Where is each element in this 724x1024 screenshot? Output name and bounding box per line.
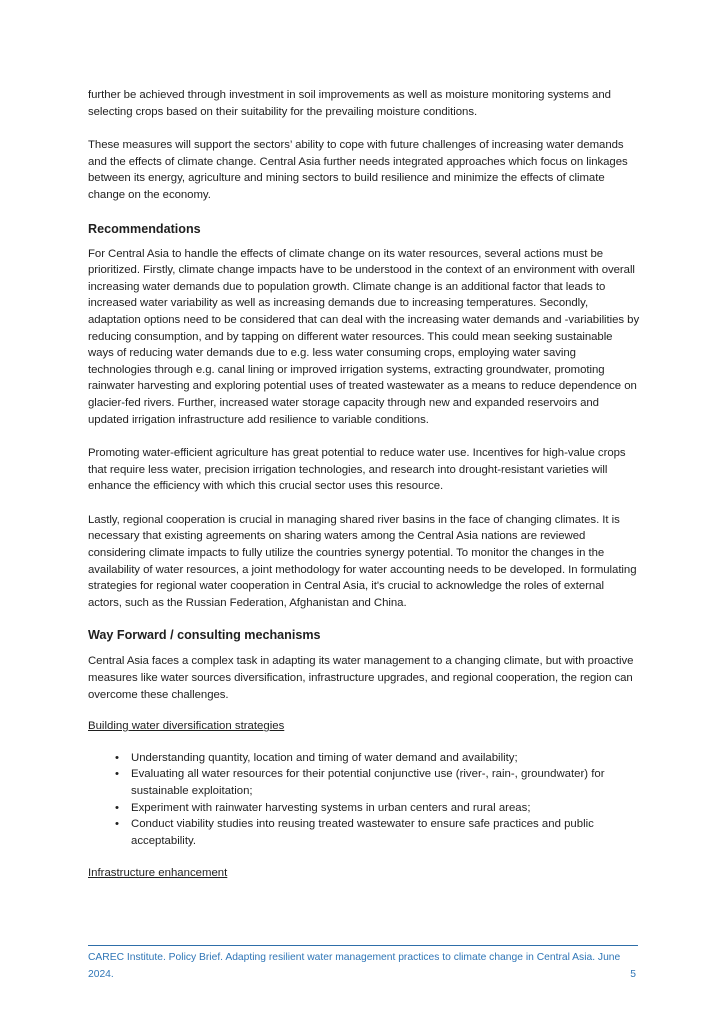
bullet-glyph: •: [115, 768, 119, 781]
page-footer: [88, 945, 638, 984]
list-item-text: Experiment with rainwater harvesting systems in urban centers and rural areas;: [131, 801, 531, 814]
list-item: [88, 750, 640, 767]
paragraph-complex-task: Central Asia faces a complex task in adapting its water management to a changing climate, but with proactive measures like water sources diversification, infrastructure upgrades, and regional cooperation, the region can overcome these challenges.: [88, 655, 634, 701]
paragraph-prioritized-actions: For Central Asia to handle the effects of climate change on its water resources, several actions must be prioritized. Firstly, climate change impacts have to be understood in the context of an environment with overall increasing water demands due to population growth. Climate change is an additional factor that leads to increased water variability as well as increasing demands due to increasing temperatures. Secondly, adaptation options need to be considered that can deal with the increasing water demands and -variabilities by reducing consumption, and by tapping on different water resources. This could mean seeking sustainable ways of reducing water demands due to e.g. less water consuming crops, employing water saving technologies through e.g. canal lining or improved irrigation systems, extracting groundwater, promoting rainwater harvesting and exploring potential uses of treated wastewater as a means to reduce dependence on glacier-fed rivers. Further, increased water storage capacity through new and expanded reservoirs and updated irrigation infrastructure add resilience to variable conditions.: [88, 247, 640, 426]
list-item-text: Evaluating all water resources for their potential conjunctive use (river-, rain-, groundwater) for sustainable exploitation;: [131, 768, 605, 797]
list-item: [88, 766, 640, 799]
list-item-text: Conduct viability studies into reusing treated wastewater to ensure safe practices and public acceptability.: [131, 818, 594, 847]
paragraph-soil-moisture: further be achieved through investment in soil improvements as well as moisture monitoring systems and selecting crops based on their suitability for the prevailing moisture conditions.: [88, 89, 611, 118]
heading-recommendations: Recommendations: [88, 221, 201, 236]
heading-way-forward: Way Forward / consulting mechanisms: [88, 628, 321, 643]
document-body: [88, 87, 640, 882]
bullet-list-diversification: [88, 750, 640, 850]
paragraph-water-efficient-agriculture: Promoting water-efficient agriculture has great potential to reduce water use. Incentives for high-value crops that require less water, precision irrigation technologies, and research into drought-resistant varieties will enhance the efficiency with which this crucial sector uses this resource.: [88, 447, 626, 493]
page-number: 5: [630, 968, 636, 980]
list-item: [88, 800, 640, 817]
list-item: [88, 816, 640, 849]
bullet-glyph: •: [115, 801, 119, 814]
list-item-text: Understanding quantity, location and timing of water demand and availability;: [131, 751, 518, 764]
bullet-glyph: •: [115, 751, 119, 764]
paragraph-regional-cooperation: Lastly, regional cooperation is crucial in managing shared river basins in the face of changing climates. It is necessary that existing agreements on sharing waters among the Central Asia nations are reviewed considering climate impacts to fully utilize the countries synergy potential. To monitor the changes in the availability of water resources, a joint methodology for water accounting needs to be developed. In formulating strategies for regional water cooperation in Central Asia, it's crucial to acknowledge the roles of external actors, such as the Russian Federation, Afghanistan and China.: [88, 513, 637, 609]
subheading-diversification-strategies: Building water diversification strategies: [88, 720, 285, 733]
subheading-infrastructure-enhancement: Infrastructure enhancement: [88, 867, 228, 880]
footer-citation: CAREC Institute. Policy Brief. Adapting resilient water management practices to climate change in Central Asia. June 2024.: [88, 952, 621, 980]
bullet-glyph: •: [115, 818, 119, 831]
paragraph-sector-measures: These measures will support the sectors’ ability to cope with future challenges of increasing water demands and the effects of climate change. Central Asia further needs integrated approaches which focus on linkages between its energy, agriculture and mining sectors to build resilience and minimize the effects of climate change on the economy.: [88, 139, 628, 201]
